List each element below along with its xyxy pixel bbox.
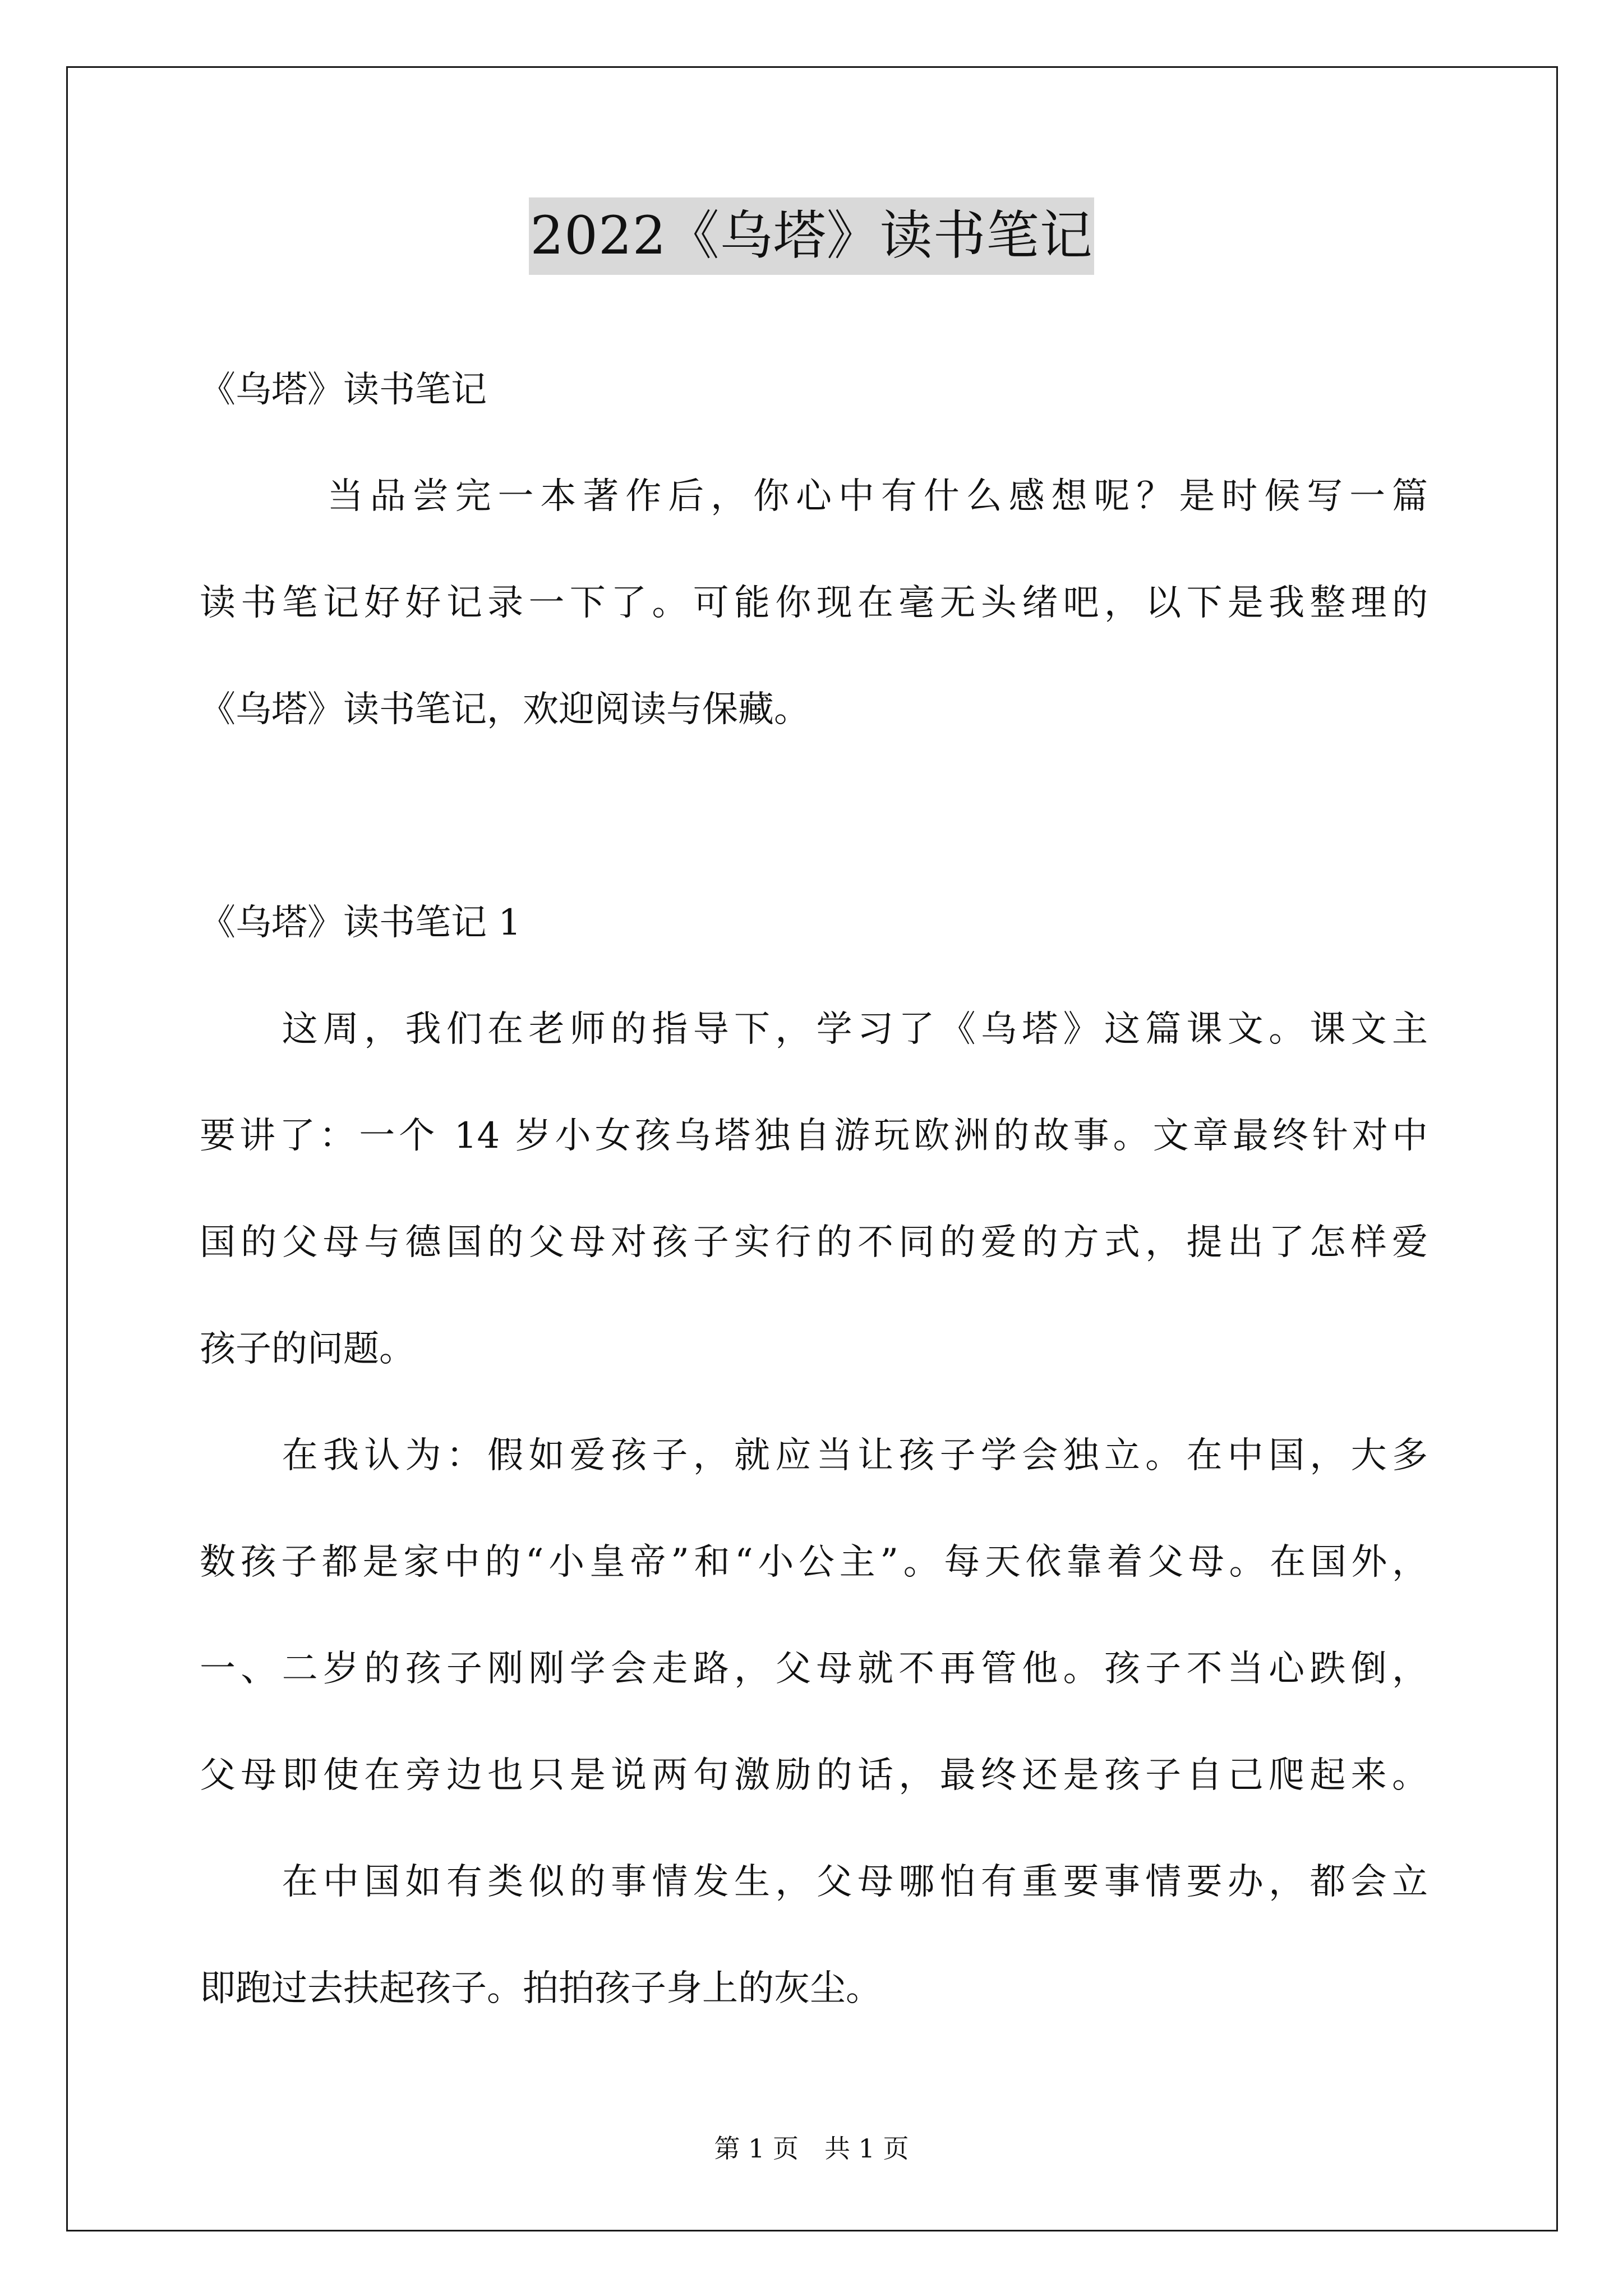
paragraph-line: 数孩子都是家中的“小皇帝”和“小公主”。每天依靠着父母。在国外，: [200, 1542, 1428, 1583]
blank-line: [200, 763, 1428, 869]
paragraph-line: 在我认为：假如爱孩子，就应当让孩子学会独立。在中国，大多: [200, 1435, 1428, 1476]
paragraph-line: 即跑过去扶起孩子。拍拍孩子身上的灰尘。: [200, 1968, 882, 2009]
paragraph-line: 在中国如有类似的事情发生，父母哪怕有重要事情要办，都会立: [200, 1861, 1428, 1903]
intro-line: 当品尝完一本著作后，你心中有什么感想呢？是时候写一篇: [200, 476, 1428, 517]
title-container: [0, 197, 1623, 275]
intro-line: 《乌塔》读书笔记，欢迎阅读与保藏。: [200, 689, 810, 730]
document-body: [200, 337, 1428, 2042]
paragraph-line: 一、二岁的孩子刚刚学会走路，父母就不再管他。孩子不当心跌倒，: [200, 1648, 1428, 1690]
document-subtitle: 《乌塔》读书笔记: [200, 369, 487, 411]
page-footer: [0, 2132, 1623, 2165]
intro-line: 读书笔记好好记录一下了。可能你现在毫无头绪吧，以下是我整理的: [200, 582, 1428, 624]
section-heading: 《乌塔》读书笔记 1: [200, 902, 522, 944]
page-number-current: 第 1 页: [714, 2133, 799, 2164]
page-number-total: 共 1 页: [824, 2133, 909, 2164]
document-title: 2022《乌塔》读书笔记: [529, 197, 1094, 275]
paragraph-line: 这周，我们在老师的指导下，学习了《乌塔》这篇课文。课文主: [200, 1009, 1428, 1050]
paragraph-line: 国的父母与德国的父母对孩子实行的不同的爱的方式，提出了怎样爱: [200, 1222, 1428, 1263]
paragraph-line: 孩子的问题。: [200, 1328, 415, 1370]
paragraph-line: 父母即使在旁边也只是说两句激励的话，最终还是孩子自己爬起来。: [200, 1755, 1428, 1796]
paragraph-line: 要讲了：一个 14 岁小女孩乌塔独自游玩欧洲的故事。文章最终针对中: [200, 1115, 1428, 1157]
